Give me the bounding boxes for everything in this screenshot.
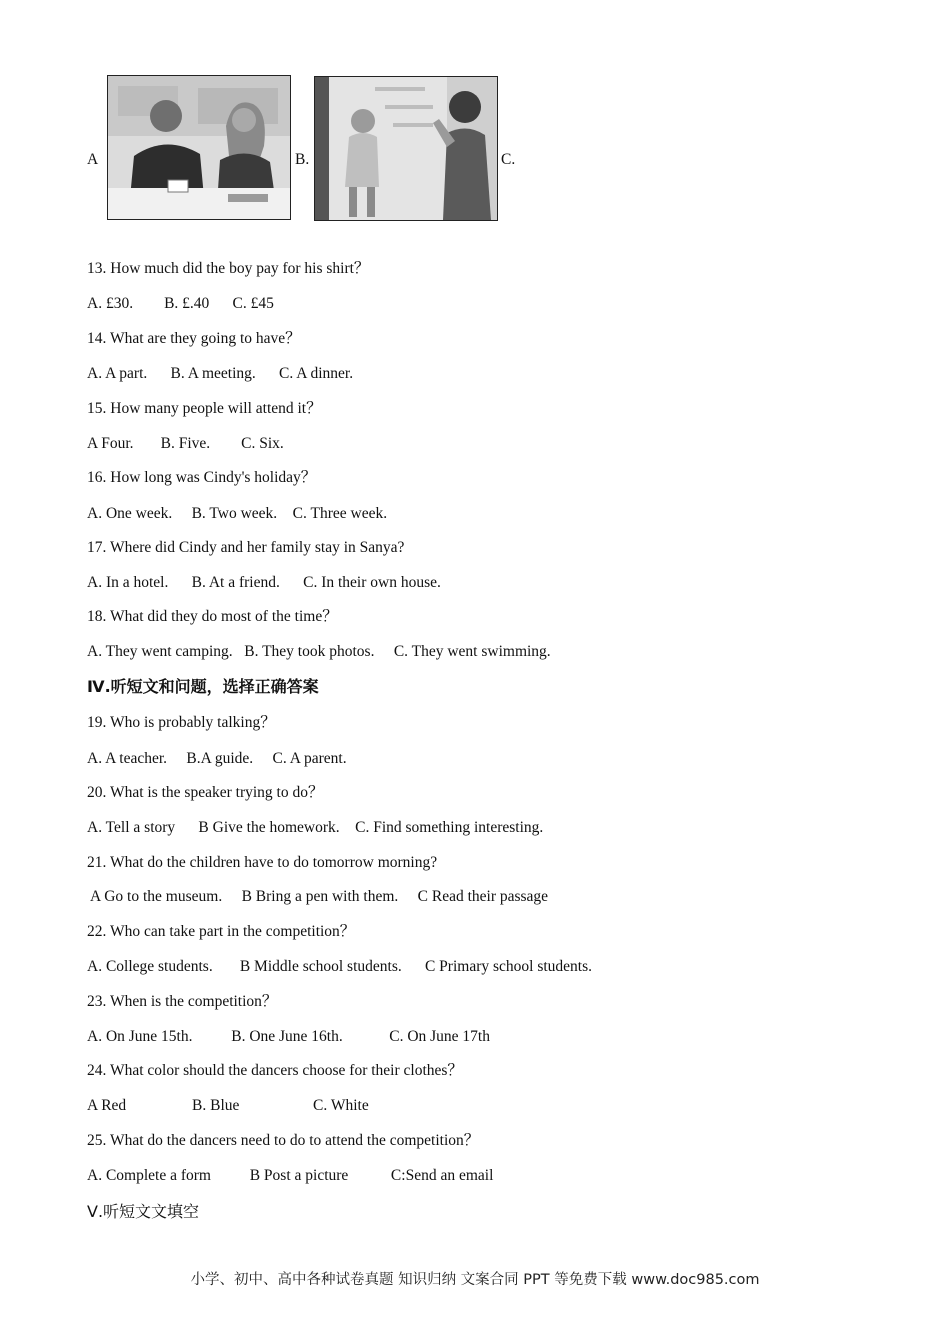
question-18: 18. What did they do most of the time？ xyxy=(87,608,338,625)
question-20: 20. What is the speaker trying to do？ xyxy=(87,784,324,801)
photo-people-at-cafe xyxy=(107,75,291,220)
section-heading-iv: Ⅳ.听短文和问题，选择正确答案 xyxy=(87,677,319,696)
options-21: A Go to the museum. B Bring a pen with them. C Read their passage xyxy=(87,888,549,905)
options-20: A. Tell a story B Give the homework. C. Find something interesting. xyxy=(87,819,544,836)
question-23: 23. When is the competition？ xyxy=(87,993,278,1010)
question-25: 25. What do the dancers need to do to attend the competition？ xyxy=(87,1132,480,1149)
question-19: 19. Who is probably talking？ xyxy=(87,714,276,731)
photo-teacher-at-board xyxy=(314,76,498,221)
picture-label-b: B. xyxy=(295,151,310,168)
question-14: 14. What are they going to have？ xyxy=(87,330,301,347)
options-15: A Four. B. Five. C. Six. xyxy=(87,435,284,452)
section-heading-v: Ⅴ.听短文文填空 xyxy=(87,1202,200,1221)
options-14: A. A part. B. A meeting. C. A dinner. xyxy=(87,365,354,382)
question-17: 17. Where did Cindy and her family stay in Sanya? xyxy=(87,539,405,556)
question-13: 13. How much did the boy pay for his shirt？ xyxy=(87,260,370,277)
question-16: 16. How long was Cindy's holiday？ xyxy=(87,469,317,486)
picture-label-c: C. xyxy=(501,151,516,168)
picture-label-a: A xyxy=(87,151,99,168)
options-23: A. On June 15th. B. One June 16th. C. On June 17th xyxy=(87,1028,490,1045)
options-19: A. A teacher. B.A guide. C. A parent. xyxy=(87,750,347,767)
options-17: A. In a hotel. B. At a friend. C. In their own house. xyxy=(87,574,441,591)
question-21: 21. What do the children have to do tomorrow morning? xyxy=(87,854,438,871)
options-24: A Red B. Blue C. White xyxy=(87,1097,369,1114)
footer-text: 小学、初中、高中各种试卷真题 知识归纳 文案合同 PPT 等免费下载 www.doc985.com xyxy=(190,1272,760,1288)
question-24: 24. What color should the dancers choose for their clothes？ xyxy=(87,1062,463,1079)
options-16: A. One week. B. Two week. C. Three week. xyxy=(87,505,388,522)
question-15: 15. How many people will attend it？ xyxy=(87,400,322,417)
options-13: A. £30. B. £.40 C. £45 xyxy=(87,295,274,312)
options-25: A. Complete a form B Post a picture C:Send an email xyxy=(87,1167,494,1184)
question-22: 22. Who can take part in the competition？ xyxy=(87,923,356,940)
options-18: A. They went camping. B. They took photos. C. They went swimming. xyxy=(87,643,551,660)
options-22: A. College students. B Middle school students. C Primary school students. xyxy=(87,958,593,975)
